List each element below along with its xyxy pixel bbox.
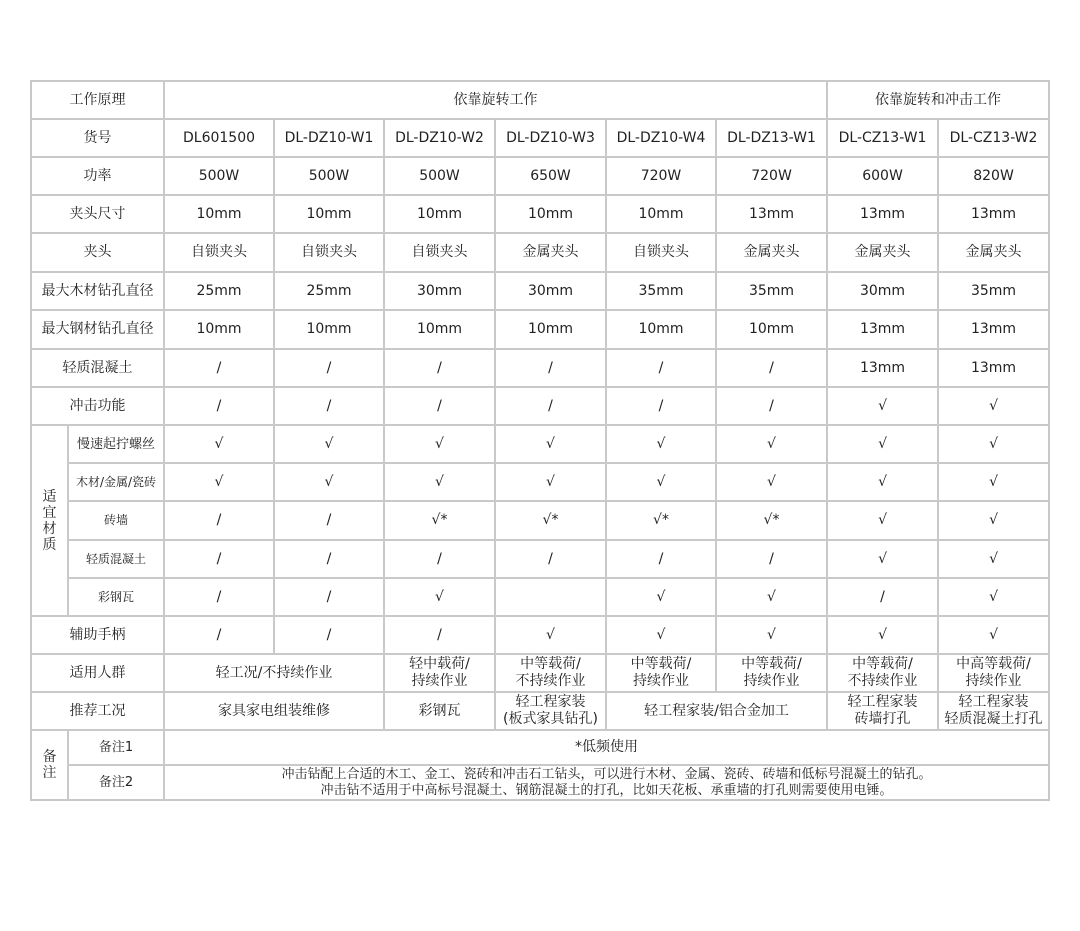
light-concrete-cell: /	[384, 349, 495, 387]
row-aux-handle	[31, 616, 1049, 654]
max-steel-cell: 10mm	[384, 310, 495, 349]
max-steel-cell: 10mm	[495, 310, 606, 349]
chuck-size-label: 夹头尺寸	[31, 195, 164, 233]
material-cell: √	[495, 463, 606, 501]
material-cell: /	[606, 540, 716, 578]
row-recommended	[31, 692, 1049, 730]
max-wood-cell: 35mm	[716, 272, 827, 310]
row-chuck	[31, 233, 1049, 272]
row-users	[31, 654, 1049, 692]
max-steel-cell: 10mm	[164, 310, 274, 349]
light-concrete-cell: /	[164, 349, 274, 387]
model-cell: DL-DZ10-W4	[606, 119, 716, 157]
material-cell: /	[164, 540, 274, 578]
row-max-wood	[31, 272, 1049, 310]
recommended-merged-cell: 轻工程家装/铝合金加工	[606, 692, 827, 730]
max-wood-cell: 25mm	[164, 272, 274, 310]
max-steel-cell: 10mm	[274, 310, 384, 349]
material-label: 轻质混凝土	[68, 540, 164, 578]
chuck-size-cell: 13mm	[827, 195, 938, 233]
row-power	[31, 157, 1049, 195]
material-cell: √	[384, 578, 495, 616]
note1-text: *低频使用	[164, 730, 1049, 765]
material-cell: √	[827, 463, 938, 501]
material-cell: √*	[716, 501, 827, 540]
principle-label: 工作原理	[31, 81, 164, 119]
aux-handle-cell: √	[827, 616, 938, 654]
material-cell: √	[827, 540, 938, 578]
light-concrete-cell: /	[716, 349, 827, 387]
recommended-cell: 彩钢瓦	[384, 692, 495, 730]
aux-handle-cell: /	[274, 616, 384, 654]
material-cell: √	[938, 540, 1049, 578]
row-note2	[31, 765, 1049, 800]
users-cell: 轻中载荷/ 持续作业	[384, 654, 495, 692]
models-label: 货号	[31, 119, 164, 157]
material-cell: √	[384, 425, 495, 463]
max-wood-cell: 30mm	[384, 272, 495, 310]
chuck-cell: 自锁夹头	[606, 233, 716, 272]
max-wood-cell: 25mm	[274, 272, 384, 310]
impact-cell: /	[384, 387, 495, 425]
chuck-cell: 自锁夹头	[164, 233, 274, 272]
chuck-size-cell: 13mm	[716, 195, 827, 233]
material-cell: √	[716, 425, 827, 463]
note2-label: 备注2	[68, 765, 164, 800]
recommended-cell: 轻工程家装 砖墙打孔	[827, 692, 938, 730]
material-cell: √	[164, 425, 274, 463]
material-cell: √	[606, 463, 716, 501]
impact-cell: √	[827, 387, 938, 425]
row-note1	[31, 730, 1049, 765]
material-cell: /	[164, 501, 274, 540]
light-concrete-cell: /	[495, 349, 606, 387]
row-chuck-size	[31, 195, 1049, 233]
chuck-cell: 金属夹头	[716, 233, 827, 272]
max-steel-cell: 10mm	[606, 310, 716, 349]
chuck-size-cell: 10mm	[606, 195, 716, 233]
max-steel-cell: 13mm	[827, 310, 938, 349]
note1-label: 备注1	[68, 730, 164, 765]
note2-text: 冲击钻配上合适的木工、金工、瓷砖和冲击石工钻头，可以进行木材、金属、瓷砖、砖墙和低标号混凝土的钻孔。 冲击钻不适用于中高标号混凝土、钢筋混凝土的打孔，比如天花板、承重墙的打孔则需要使用电锤。	[164, 765, 1049, 800]
principle-rotation-impact: 依靠旋转和冲击工作	[827, 81, 1049, 119]
row-max-steel	[31, 310, 1049, 349]
users-cell: 中等载荷/ 不持续作业	[495, 654, 606, 692]
row-light-concrete	[31, 349, 1049, 387]
material-cell: √	[716, 463, 827, 501]
row-material-brick	[31, 501, 1049, 540]
material-cell: √	[938, 463, 1049, 501]
aux-handle-cell: √	[495, 616, 606, 654]
model-cell: DL-DZ10-W1	[274, 119, 384, 157]
aux-handle-cell: √	[716, 616, 827, 654]
notes-group-text: 备注	[42, 749, 57, 781]
material-cell: √*	[495, 501, 606, 540]
chuck-size-cell: 13mm	[938, 195, 1049, 233]
row-principle	[31, 81, 1049, 119]
row-impact	[31, 387, 1049, 425]
max-wood-cell: 30mm	[495, 272, 606, 310]
light-concrete-label: 轻质混凝土	[31, 349, 164, 387]
materials-group-label	[31, 425, 68, 616]
power-label: 功率	[31, 157, 164, 195]
max-wood-cell: 35mm	[606, 272, 716, 310]
users-cell: 中高等载荷/ 持续作业	[938, 654, 1049, 692]
recommended-merged-cell: 家具家电组装维修	[164, 692, 384, 730]
material-cell: √	[827, 425, 938, 463]
power-cell: 500W	[274, 157, 384, 195]
row-material-light-concrete	[31, 540, 1049, 578]
material-cell: /	[384, 540, 495, 578]
impact-cell: /	[164, 387, 274, 425]
aux-handle-cell: √	[606, 616, 716, 654]
impact-cell: /	[495, 387, 606, 425]
chuck-cell: 金属夹头	[938, 233, 1049, 272]
power-cell: 500W	[384, 157, 495, 195]
material-cell: √	[938, 501, 1049, 540]
power-cell: 820W	[938, 157, 1049, 195]
model-cell: DL-DZ13-W1	[716, 119, 827, 157]
chuck-cell: 自锁夹头	[384, 233, 495, 272]
aux-handle-cell: /	[384, 616, 495, 654]
material-cell: √	[274, 425, 384, 463]
material-cell: /	[274, 540, 384, 578]
material-cell: /	[827, 578, 938, 616]
material-cell: √*	[384, 501, 495, 540]
max-wood-cell: 30mm	[827, 272, 938, 310]
material-cell: √	[384, 463, 495, 501]
power-cell: 500W	[164, 157, 274, 195]
row-material-color-steel	[31, 578, 1049, 616]
row-material-wood-metal-tile	[31, 463, 1049, 501]
max-steel-label: 最大钢材钻孔直径	[31, 310, 164, 349]
impact-cell: /	[274, 387, 384, 425]
users-cell: 中等载荷/ 不持续作业	[827, 654, 938, 692]
chuck-size-cell: 10mm	[164, 195, 274, 233]
max-wood-cell: 35mm	[938, 272, 1049, 310]
material-label: 彩钢瓦	[68, 578, 164, 616]
chuck-cell: 自锁夹头	[274, 233, 384, 272]
aux-handle-cell: √	[938, 616, 1049, 654]
light-concrete-cell: /	[274, 349, 384, 387]
chuck-size-cell: 10mm	[274, 195, 384, 233]
recommended-cell: 轻工程家装 轻质混凝土打孔	[938, 692, 1049, 730]
users-cell: 中等载荷/ 持续作业	[716, 654, 827, 692]
users-cell: 中等载荷/ 持续作业	[606, 654, 716, 692]
max-steel-cell: 13mm	[938, 310, 1049, 349]
model-cell: DL-CZ13-W1	[827, 119, 938, 157]
impact-label: 冲击功能	[31, 387, 164, 425]
recommended-cell: 轻工程家装 (板式家具钻孔)	[495, 692, 606, 730]
material-cell: √	[164, 463, 274, 501]
row-material-screw	[31, 425, 1049, 463]
chuck-cell: 金属夹头	[827, 233, 938, 272]
model-cell: DL601500	[164, 119, 274, 157]
material-cell	[495, 578, 606, 616]
model-cell: DL-DZ10-W2	[384, 119, 495, 157]
chuck-cell: 金属夹头	[495, 233, 606, 272]
notes-group-label	[31, 730, 68, 800]
chuck-size-cell: 10mm	[384, 195, 495, 233]
material-label: 慢速起拧螺丝	[68, 425, 164, 463]
material-cell: /	[716, 540, 827, 578]
chuck-label: 夹头	[31, 233, 164, 272]
impact-cell: /	[606, 387, 716, 425]
model-cell: DL-DZ10-W3	[495, 119, 606, 157]
spec-table	[30, 80, 1050, 801]
material-cell: /	[274, 578, 384, 616]
max-wood-label: 最大木材钻孔直径	[31, 272, 164, 310]
light-concrete-cell: /	[606, 349, 716, 387]
material-cell: √	[606, 578, 716, 616]
users-label: 适用人群	[31, 654, 164, 692]
model-cell: DL-CZ13-W2	[938, 119, 1049, 157]
recommended-label: 推荐工况	[31, 692, 164, 730]
row-models	[31, 119, 1049, 157]
material-cell: /	[495, 540, 606, 578]
material-cell: √	[938, 425, 1049, 463]
material-label: 木材/金属/瓷砖	[68, 463, 164, 501]
material-cell: √*	[606, 501, 716, 540]
light-concrete-cell: 13mm	[827, 349, 938, 387]
material-cell: √	[827, 501, 938, 540]
impact-cell: /	[716, 387, 827, 425]
light-concrete-cell: 13mm	[938, 349, 1049, 387]
material-cell: /	[164, 578, 274, 616]
material-cell: √	[938, 578, 1049, 616]
chuck-size-cell: 10mm	[495, 195, 606, 233]
aux-handle-label: 辅助手柄	[31, 616, 164, 654]
material-cell: /	[274, 501, 384, 540]
material-cell: √	[495, 425, 606, 463]
power-cell: 720W	[606, 157, 716, 195]
material-cell: √	[716, 578, 827, 616]
material-label: 砖墙	[68, 501, 164, 540]
material-cell: √	[274, 463, 384, 501]
impact-cell: √	[938, 387, 1049, 425]
materials-group-text: 适宜材质	[42, 488, 57, 553]
power-cell: 650W	[495, 157, 606, 195]
max-steel-cell: 10mm	[716, 310, 827, 349]
power-cell: 600W	[827, 157, 938, 195]
users-merged-cell: 轻工况/不持续作业	[164, 654, 384, 692]
material-cell: √	[606, 425, 716, 463]
aux-handle-cell: /	[164, 616, 274, 654]
principle-rotation: 依靠旋转工作	[164, 81, 827, 119]
power-cell: 720W	[716, 157, 827, 195]
